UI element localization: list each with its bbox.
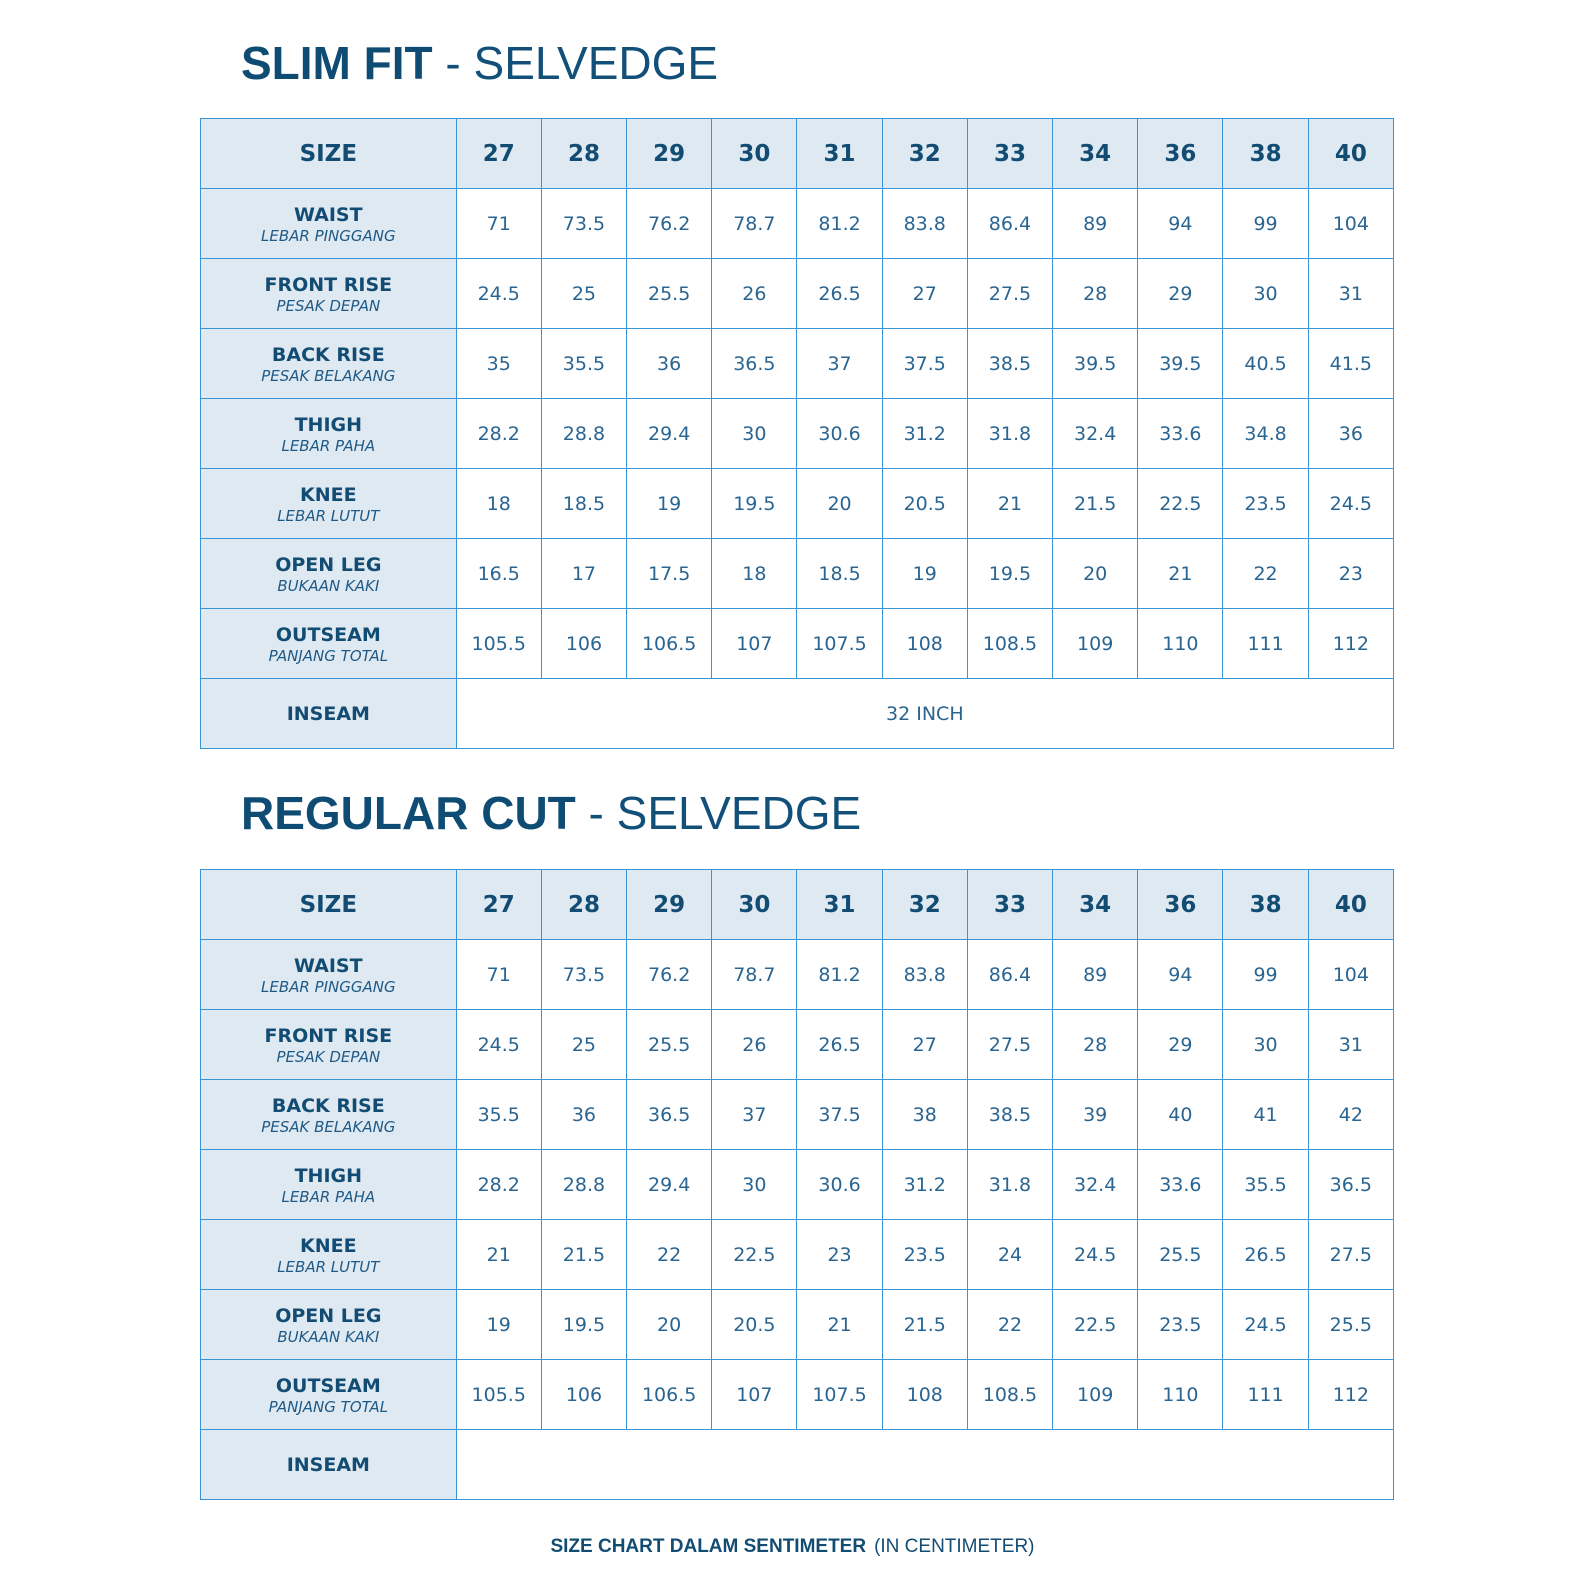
size-header-row (201, 119, 1394, 189)
measurement-label: OPEN LEG (275, 553, 382, 576)
measurement-sublabel: PESAK DEPAN (276, 1047, 381, 1066)
measurement-value-cell: 19 (882, 539, 967, 609)
measurement-value-cell: 28 (1053, 1010, 1138, 1080)
measurement-label: OPEN LEG (275, 1304, 382, 1327)
measurement-value-cell: 30 (1223, 1010, 1308, 1080)
measurement-value-cell: 19 (627, 469, 712, 539)
measurement-value-cell: 105.5 (456, 1360, 541, 1430)
measurement-value-cell: 35 (456, 329, 541, 399)
measurement-label: WAIST (294, 954, 363, 977)
measurement-value-cell: 111 (1223, 609, 1308, 679)
measurement-sublabel: LEBAR PINGGANG (261, 977, 396, 996)
measurement-label: OUTSEAM (275, 1374, 381, 1397)
measurement-value-cell: 109 (1053, 1360, 1138, 1430)
measurement-label: BACK RISE (271, 343, 385, 366)
measurement-value-cell: 21 (797, 1290, 882, 1360)
measurement-value-cell: 31 (1308, 1010, 1393, 1080)
measurement-label: OUTSEAM (275, 623, 381, 646)
measurement-value-cell: 31.2 (882, 1150, 967, 1220)
measurement-value-cell: 104 (1308, 189, 1393, 259)
size-header-cell: 27 (456, 870, 541, 940)
measurement-value-cell: 20.5 (882, 469, 967, 539)
measurement-value-cell: 110 (1138, 1360, 1223, 1430)
measurement-value-cell: 108 (882, 609, 967, 679)
measurement-value-cell: 30.6 (797, 399, 882, 469)
measurement-value-cell: 71 (456, 940, 541, 1010)
measurement-value-cell: 21.5 (1053, 469, 1138, 539)
measurement-value-cell: 86.4 (967, 189, 1052, 259)
measurement-value-cell: 19 (456, 1290, 541, 1360)
measurement-value-cell: 73.5 (541, 940, 626, 1010)
measurement-sublabel: PESAK BELAKANG (261, 366, 396, 385)
measurement-value-cell: 24.5 (1053, 1220, 1138, 1290)
measurement-value-cell: 36.5 (627, 1080, 712, 1150)
measurement-value-cell: 21.5 (541, 1220, 626, 1290)
measurement-value-cell: 104 (1308, 940, 1393, 1010)
measurement-value-cell: 38.5 (967, 329, 1052, 399)
measurement-value-cell: 28.2 (456, 1150, 541, 1220)
measurement-value-cell: 39 (1053, 1080, 1138, 1150)
measurement-row (201, 1080, 1394, 1150)
measurement-label: BACK RISE (271, 1094, 385, 1117)
measurement-label-cell (201, 1290, 457, 1360)
size-header-cell: 38 (1223, 119, 1308, 189)
measurement-value-cell: 28 (1053, 259, 1138, 329)
measurement-value-cell: 30.6 (797, 1150, 882, 1220)
measurement-label: FRONT RISE (264, 1024, 393, 1047)
measurement-value-cell: 20 (627, 1290, 712, 1360)
measurement-value-cell: 86.4 (967, 940, 1052, 1010)
measurement-sublabel: PANJANG TOTAL (268, 646, 389, 665)
measurement-label-cell (201, 469, 457, 539)
measurement-value-cell: 24.5 (1223, 1290, 1308, 1360)
measurement-sublabel: PANJANG TOTAL (268, 1397, 389, 1416)
measurement-value-cell: 24 (967, 1220, 1052, 1290)
measurement-value-cell: 37.5 (797, 1080, 882, 1150)
measurement-value-cell: 112 (1308, 609, 1393, 679)
size-header-cell: 29 (627, 119, 712, 189)
measurement-row (201, 399, 1394, 469)
size-header-cell: 32 (882, 870, 967, 940)
measurement-value-cell: 26.5 (1223, 1220, 1308, 1290)
measurement-value-cell: 25 (541, 1010, 626, 1080)
measurement-value-cell: 94 (1138, 940, 1223, 1010)
measurement-value-cell: 36.5 (1308, 1150, 1393, 1220)
size-header-cell: 29 (627, 870, 712, 940)
measurement-value-cell: 78.7 (712, 940, 797, 1010)
size-header-cell: 36 (1138, 119, 1223, 189)
measurement-row (201, 1150, 1394, 1220)
measurement-value-cell: 38.5 (967, 1080, 1052, 1150)
measurement-value-cell: 111 (1223, 1360, 1308, 1430)
inseam-value-cell (456, 1430, 1393, 1500)
measurement-row (201, 1290, 1394, 1360)
measurement-value-cell: 27 (882, 1010, 967, 1080)
measurement-row (201, 189, 1394, 259)
size-header-row (201, 870, 1394, 940)
measurement-value-cell: 106 (541, 1360, 626, 1430)
measurement-value-cell: 107 (712, 609, 797, 679)
measurement-value-cell: 24.5 (1308, 469, 1393, 539)
measurement-value-cell: 83.8 (882, 189, 967, 259)
inseam-label: INSEAM (286, 1453, 370, 1476)
measurement-label-cell (201, 1150, 457, 1220)
slim-fit-title (241, 37, 719, 89)
measurement-sublabel: LEBAR PAHA (281, 1187, 376, 1206)
measurement-value-cell: 26 (712, 259, 797, 329)
footnote-light: (IN CENTIMETER) (874, 1536, 1035, 1557)
measurement-value-cell: 107.5 (797, 1360, 882, 1430)
inseam-value-cell: 32 INCH (456, 679, 1393, 749)
measurement-label-cell (201, 940, 457, 1010)
measurement-value-cell: 89 (1053, 189, 1138, 259)
measurement-value-cell: 21 (967, 469, 1052, 539)
measurement-value-cell: 110 (1138, 609, 1223, 679)
measurement-value-cell: 25.5 (627, 259, 712, 329)
size-header-cell: 40 (1308, 119, 1393, 189)
measurement-sublabel: PESAK DEPAN (276, 296, 381, 315)
measurement-value-cell: 18 (712, 539, 797, 609)
measurement-value-cell: 31.8 (967, 399, 1052, 469)
measurement-value-cell: 36 (541, 1080, 626, 1150)
measurement-value-cell: 26.5 (797, 259, 882, 329)
size-header-cell: 30 (712, 119, 797, 189)
measurement-value-cell: 89 (1053, 940, 1138, 1010)
measurement-value-cell: 24.5 (456, 1010, 541, 1080)
measurement-value-cell: 30 (712, 1150, 797, 1220)
measurement-value-cell: 33.6 (1138, 1150, 1223, 1220)
measurement-value-cell: 27.5 (967, 1010, 1052, 1080)
measurement-value-cell: 35.5 (541, 329, 626, 399)
measurement-value-cell: 33.6 (1138, 399, 1223, 469)
measurement-value-cell: 34.8 (1223, 399, 1308, 469)
measurement-value-cell: 31 (1308, 259, 1393, 329)
measurement-row (201, 539, 1394, 609)
measurement-value-cell: 28.2 (456, 399, 541, 469)
measurement-value-cell: 109 (1053, 609, 1138, 679)
size-header-cell: 34 (1053, 119, 1138, 189)
measurement-value-cell: 36.5 (712, 329, 797, 399)
measurement-value-cell: 99 (1223, 189, 1308, 259)
measurement-value-cell: 20 (797, 469, 882, 539)
measurement-value-cell: 19.5 (967, 539, 1052, 609)
measurement-value-cell: 17.5 (627, 539, 712, 609)
measurement-label-cell (201, 329, 457, 399)
measurement-value-cell: 22.5 (712, 1220, 797, 1290)
measurement-value-cell: 16.5 (456, 539, 541, 609)
measurement-row (201, 609, 1394, 679)
measurement-value-cell: 22.5 (1053, 1290, 1138, 1360)
measurement-value-cell: 21.5 (882, 1290, 967, 1360)
measurement-row (201, 940, 1394, 1010)
slim-fit-size-table (200, 118, 1394, 749)
measurement-value-cell: 21 (1138, 539, 1223, 609)
measurement-value-cell: 26.5 (797, 1010, 882, 1080)
measurement-sublabel: BUKAAN KAKI (277, 576, 380, 595)
measurement-value-cell: 39.5 (1138, 329, 1223, 399)
measurement-row (201, 259, 1394, 329)
measurement-value-cell: 31.2 (882, 399, 967, 469)
measurement-value-cell: 36 (627, 329, 712, 399)
measurement-sublabel: LEBAR LUTUT (277, 1257, 380, 1276)
measurement-value-cell: 22 (627, 1220, 712, 1290)
measurement-value-cell: 25 (541, 259, 626, 329)
regular-cut-title-rest: - SELVEDGE (575, 787, 862, 839)
measurement-value-cell: 25.5 (627, 1010, 712, 1080)
measurement-value-cell: 108 (882, 1360, 967, 1430)
measurement-value-cell: 29.4 (627, 1150, 712, 1220)
measurement-value-cell: 28.8 (541, 399, 626, 469)
measurement-label: THIGH (294, 413, 363, 436)
measurement-row (201, 1220, 1394, 1290)
measurement-value-cell: 22.5 (1138, 469, 1223, 539)
measurement-label: WAIST (294, 203, 363, 226)
measurement-value-cell: 25.5 (1138, 1220, 1223, 1290)
size-header-cell: 33 (967, 119, 1052, 189)
measurement-value-cell: 107 (712, 1360, 797, 1430)
measurement-value-cell: 40.5 (1223, 329, 1308, 399)
measurement-value-cell: 38 (882, 1080, 967, 1150)
measurement-value-cell: 37 (797, 329, 882, 399)
measurement-value-cell: 35.5 (1223, 1150, 1308, 1220)
inseam-label-cell (201, 1430, 457, 1500)
measurement-value-cell: 24.5 (456, 259, 541, 329)
inseam-row (201, 679, 1394, 749)
regular-cut-title-bold: REGULAR CUT (241, 787, 576, 839)
measurement-value-cell: 81.2 (797, 940, 882, 1010)
measurement-value-cell: 29 (1138, 1010, 1223, 1080)
size-header-cell: 36 (1138, 870, 1223, 940)
measurement-value-cell: 108.5 (967, 1360, 1052, 1430)
size-header-cell: 27 (456, 119, 541, 189)
measurement-value-cell: 39.5 (1053, 329, 1138, 399)
regular-cut-title (241, 787, 862, 839)
measurement-value-cell: 19.5 (541, 1290, 626, 1360)
size-header-cell: 38 (1223, 870, 1308, 940)
measurement-value-cell: 26 (712, 1010, 797, 1080)
measurement-value-cell: 23.5 (882, 1220, 967, 1290)
measurement-value-cell: 35.5 (456, 1080, 541, 1150)
measurement-value-cell: 22 (967, 1290, 1052, 1360)
inseam-row (201, 1430, 1394, 1500)
measurement-value-cell: 106.5 (627, 1360, 712, 1430)
footnote-bold: SIZE CHART DALAM SENTIMETER (550, 1536, 867, 1557)
measurement-sublabel: LEBAR PINGGANG (261, 226, 396, 245)
measurement-value-cell: 23.5 (1223, 469, 1308, 539)
measurement-value-cell: 29 (1138, 259, 1223, 329)
size-chart-footnote (0, 1536, 1585, 1558)
measurement-value-cell: 81.2 (797, 189, 882, 259)
size-header-cell: 33 (967, 870, 1052, 940)
measurement-value-cell: 37 (712, 1080, 797, 1150)
measurement-value-cell: 71 (456, 189, 541, 259)
measurement-value-cell: 37.5 (882, 329, 967, 399)
measurement-value-cell: 23 (797, 1220, 882, 1290)
measurement-value-cell: 41 (1223, 1080, 1308, 1150)
measurement-value-cell: 20.5 (712, 1290, 797, 1360)
measurement-label-cell (201, 539, 457, 609)
measurement-value-cell: 94 (1138, 189, 1223, 259)
measurement-value-cell: 25.5 (1308, 1290, 1393, 1360)
measurement-row (201, 469, 1394, 539)
measurement-label-cell (201, 259, 457, 329)
slim-fit-title-bold: SLIM FIT (241, 37, 433, 89)
measurement-value-cell: 106.5 (627, 609, 712, 679)
measurement-value-cell: 99 (1223, 940, 1308, 1010)
measurement-label: KNEE (300, 1234, 357, 1257)
regular-cut-size-table (200, 869, 1394, 1500)
size-header-cell: 30 (712, 870, 797, 940)
measurement-sublabel: LEBAR LUTUT (277, 506, 380, 525)
measurement-label: THIGH (294, 1164, 363, 1187)
measurement-sublabel: LEBAR PAHA (281, 436, 376, 455)
measurement-value-cell: 107.5 (797, 609, 882, 679)
measurement-value-cell: 21 (456, 1220, 541, 1290)
measurement-value-cell: 32.4 (1053, 1150, 1138, 1220)
measurement-value-cell: 27 (882, 259, 967, 329)
measurement-value-cell: 76.2 (627, 940, 712, 1010)
measurement-row (201, 1010, 1394, 1080)
size-column-header: SIZE (201, 119, 457, 189)
measurement-value-cell: 22 (1223, 539, 1308, 609)
measurement-value-cell: 28.8 (541, 1150, 626, 1220)
measurement-value-cell: 18 (456, 469, 541, 539)
measurement-value-cell: 83.8 (882, 940, 967, 1010)
measurement-label-cell (201, 1010, 457, 1080)
measurement-value-cell: 36 (1308, 399, 1393, 469)
inseam-label-cell (201, 679, 457, 749)
measurement-label-cell (201, 1220, 457, 1290)
size-header-cell: 31 (797, 119, 882, 189)
slim-fit-title-rest: - SELVEDGE (432, 37, 719, 89)
measurement-value-cell: 112 (1308, 1360, 1393, 1430)
measurement-value-cell: 30 (712, 399, 797, 469)
measurement-value-cell: 31.8 (967, 1150, 1052, 1220)
measurement-row (201, 329, 1394, 399)
measurement-value-cell: 32.4 (1053, 399, 1138, 469)
size-header-cell: 28 (541, 119, 626, 189)
measurement-label: FRONT RISE (264, 273, 393, 296)
measurement-value-cell: 17 (541, 539, 626, 609)
measurement-value-cell: 105.5 (456, 609, 541, 679)
measurement-value-cell: 76.2 (627, 189, 712, 259)
size-header-cell: 34 (1053, 870, 1138, 940)
measurement-value-cell: 20 (1053, 539, 1138, 609)
measurement-value-cell: 41.5 (1308, 329, 1393, 399)
measurement-value-cell: 18.5 (541, 469, 626, 539)
size-header-cell: 28 (541, 870, 626, 940)
measurement-value-cell: 106 (541, 609, 626, 679)
measurement-label-cell (201, 399, 457, 469)
measurement-label-cell (201, 1080, 457, 1150)
measurement-row (201, 1360, 1394, 1430)
measurement-value-cell: 42 (1308, 1080, 1393, 1150)
measurement-value-cell: 27.5 (1308, 1220, 1393, 1290)
measurement-label-cell (201, 189, 457, 259)
measurement-value-cell: 30 (1223, 259, 1308, 329)
measurement-value-cell: 73.5 (541, 189, 626, 259)
measurement-value-cell: 40 (1138, 1080, 1223, 1150)
measurement-label-cell (201, 1360, 457, 1430)
measurement-sublabel: BUKAAN KAKI (277, 1327, 380, 1346)
measurement-sublabel: PESAK BELAKANG (261, 1117, 396, 1136)
inseam-label: INSEAM (286, 702, 370, 725)
measurement-value-cell: 19.5 (712, 469, 797, 539)
measurement-value-cell: 23 (1308, 539, 1393, 609)
size-header-cell: 32 (882, 119, 967, 189)
measurement-value-cell: 18.5 (797, 539, 882, 609)
size-column-header: SIZE (201, 870, 457, 940)
measurement-value-cell: 29.4 (627, 399, 712, 469)
measurement-value-cell: 78.7 (712, 189, 797, 259)
measurement-label: KNEE (300, 483, 357, 506)
measurement-value-cell: 23.5 (1138, 1290, 1223, 1360)
measurement-value-cell: 108.5 (967, 609, 1052, 679)
size-header-cell: 40 (1308, 870, 1393, 940)
size-header-cell: 31 (797, 870, 882, 940)
measurement-value-cell: 27.5 (967, 259, 1052, 329)
measurement-label-cell (201, 609, 457, 679)
